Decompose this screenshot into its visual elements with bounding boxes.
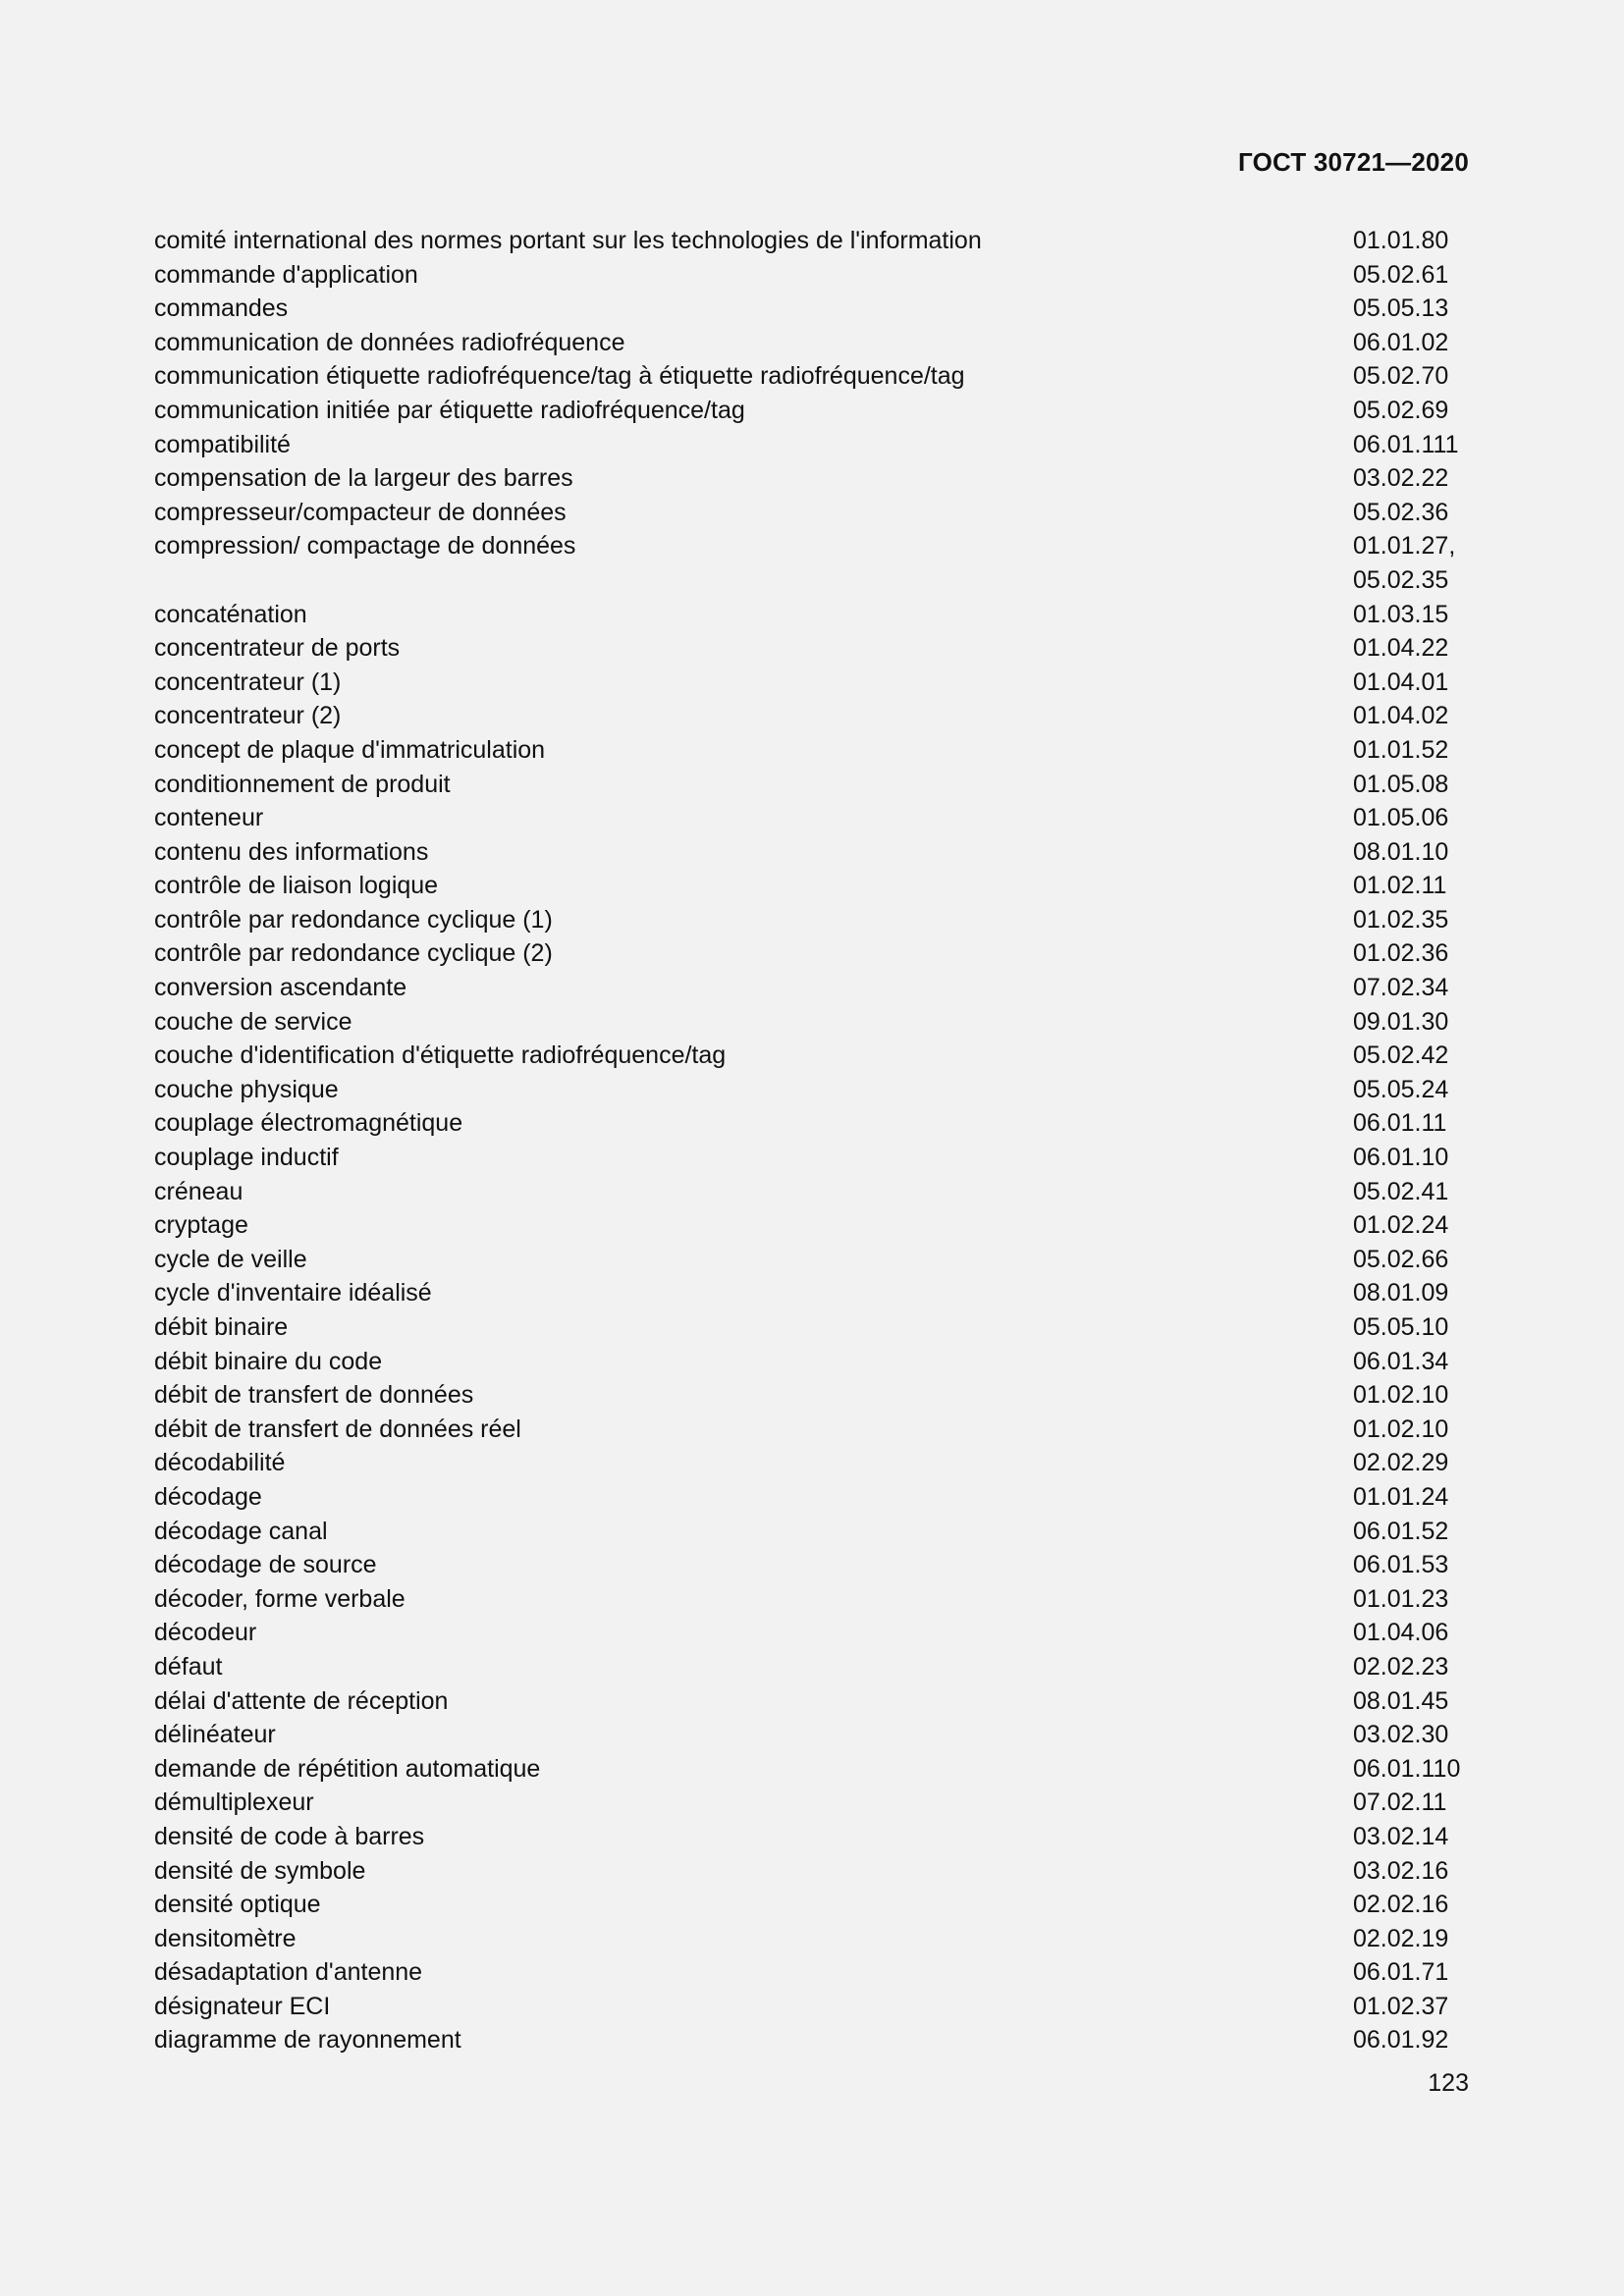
index-entry bbox=[154, 1345, 1470, 1379]
index-reference-number: 01.02.24 bbox=[1353, 1211, 1449, 1240]
index-term: débit de transfert de données réel bbox=[154, 1415, 521, 1443]
index-entry bbox=[154, 359, 1470, 394]
index-reference-number: 05.02.41 bbox=[1353, 1177, 1449, 1205]
index-term: conditionnement de produit bbox=[154, 770, 451, 798]
index-term: démultiplexeur bbox=[154, 1789, 314, 1817]
page-number: 123 bbox=[1428, 2069, 1469, 2097]
index-term: créneau bbox=[154, 1177, 244, 1205]
index-reference-number: 08.01.10 bbox=[1353, 837, 1449, 866]
index-entry bbox=[154, 224, 1470, 258]
index-reference-number: 05.02.70 bbox=[1353, 362, 1449, 391]
index-term: conversion ascendante bbox=[154, 974, 407, 1002]
index-term: couplage inductif bbox=[154, 1144, 339, 1172]
index-reference-number: 01.01.23 bbox=[1353, 1584, 1449, 1613]
index-references bbox=[1353, 1650, 1470, 1684]
index-entry bbox=[154, 903, 1470, 937]
index-entry bbox=[154, 1582, 1470, 1617]
index-entry bbox=[154, 1955, 1470, 1990]
index-references bbox=[1353, 529, 1470, 597]
index-references bbox=[1353, 1345, 1470, 1379]
index-reference-number: 05.02.69 bbox=[1353, 396, 1449, 424]
index-reference-number: 06.01.92 bbox=[1353, 2026, 1449, 2055]
index-term: cryptage bbox=[154, 1211, 248, 1240]
index-reference-number: 05.02.36 bbox=[1353, 498, 1449, 526]
index-reference-number: 07.02.11 bbox=[1353, 1789, 1447, 1817]
index-reference-number: 01.05.06 bbox=[1353, 804, 1449, 832]
index-references bbox=[1353, 835, 1470, 870]
index-reference-number: 07.02.34 bbox=[1353, 974, 1449, 1002]
index-references bbox=[1353, 733, 1470, 768]
index-term: densité de symbole bbox=[154, 1856, 366, 1885]
index-term: compensation de la largeur des barres bbox=[154, 464, 573, 493]
index-reference-number: 05.05.24 bbox=[1353, 1075, 1449, 1103]
index-reference-number: 06.01.110 bbox=[1353, 1754, 1461, 1783]
index-references bbox=[1353, 699, 1470, 733]
index-entry bbox=[154, 598, 1470, 632]
index-reference-number: 01.02.11 bbox=[1353, 872, 1447, 900]
index-entry bbox=[154, 326, 1470, 360]
index-reference-number: 01.04.01 bbox=[1353, 667, 1449, 696]
index-reference-number: 01.03.15 bbox=[1353, 600, 1449, 628]
index-entry bbox=[154, 936, 1470, 971]
index-term: commande d'application bbox=[154, 260, 418, 289]
index-reference-number: 01.01.27, bbox=[1353, 532, 1456, 561]
index-entry bbox=[154, 699, 1470, 733]
index-entry bbox=[154, 1378, 1470, 1413]
index-term: concaténation bbox=[154, 600, 307, 628]
index-entry bbox=[154, 496, 1470, 530]
index-term: cycle d'inventaire idéalisé bbox=[154, 1279, 432, 1308]
index-reference-number: 02.02.19 bbox=[1353, 1924, 1449, 1952]
index-references bbox=[1353, 1786, 1470, 1820]
index-entry bbox=[154, 461, 1470, 496]
index-term: couplage électromagnétique bbox=[154, 1109, 463, 1138]
index-entry bbox=[154, 1413, 1470, 1447]
index-reference-number: 03.02.22 bbox=[1353, 464, 1449, 493]
index-entry bbox=[154, 869, 1470, 903]
index-reference-number: 05.02.35 bbox=[1353, 565, 1449, 594]
index-term: contrôle de liaison logique bbox=[154, 872, 439, 900]
index-references bbox=[1353, 258, 1470, 293]
index-references bbox=[1353, 1243, 1470, 1277]
index-reference-number: 08.01.09 bbox=[1353, 1279, 1449, 1308]
index-references bbox=[1353, 1378, 1470, 1413]
index-term: désadaptation d'antenne bbox=[154, 1958, 423, 1987]
index-term: couche physique bbox=[154, 1075, 339, 1103]
index-entry bbox=[154, 1786, 1470, 1820]
index-term: conteneur bbox=[154, 804, 264, 832]
index-reference-number: 02.02.29 bbox=[1353, 1449, 1449, 1477]
index-entry bbox=[154, 1005, 1470, 1040]
index-entry bbox=[154, 1684, 1470, 1719]
index-reference-number: 01.02.36 bbox=[1353, 939, 1449, 968]
index-reference-number: 06.01.52 bbox=[1353, 1517, 1449, 1545]
index-term: débit binaire bbox=[154, 1313, 289, 1341]
index-reference-number: 01.04.22 bbox=[1353, 634, 1449, 663]
index-reference-number: 01.04.02 bbox=[1353, 702, 1449, 730]
index-entry bbox=[154, 1888, 1470, 1922]
index-entry bbox=[154, 801, 1470, 835]
index-reference-number: 06.01.71 bbox=[1353, 1958, 1449, 1987]
index-entry bbox=[154, 529, 1470, 597]
index-term: densitomètre bbox=[154, 1924, 297, 1952]
index-term: décodage canal bbox=[154, 1517, 328, 1545]
index-reference-number: 01.02.10 bbox=[1353, 1415, 1449, 1443]
index-reference-number: 06.01.10 bbox=[1353, 1144, 1449, 1172]
index-references bbox=[1353, 394, 1470, 428]
index-references bbox=[1353, 1616, 1470, 1650]
index-entry bbox=[154, 1141, 1470, 1175]
index-reference-number: 05.02.66 bbox=[1353, 1245, 1449, 1273]
index-term: concept de plaque d'immatriculation bbox=[154, 735, 546, 764]
index-term: désignateur ECI bbox=[154, 1992, 331, 2020]
index-entry bbox=[154, 1718, 1470, 1752]
index-references bbox=[1353, 1990, 1470, 2024]
index-term: compression/ compactage de données bbox=[154, 532, 576, 561]
index-term: diagramme de rayonnement bbox=[154, 2026, 461, 2055]
index-term: contenu des informations bbox=[154, 837, 429, 866]
index-term: débit de transfert de données bbox=[154, 1381, 474, 1410]
index-references bbox=[1353, 666, 1470, 700]
index-references bbox=[1353, 1413, 1470, 1447]
index-references bbox=[1353, 428, 1470, 462]
index-references bbox=[1353, 768, 1470, 802]
index-term: décodage bbox=[154, 1482, 262, 1511]
index-references bbox=[1353, 224, 1470, 258]
index-term: décoder, forme verbale bbox=[154, 1584, 406, 1613]
index-term: décodeur bbox=[154, 1619, 257, 1647]
index-term: défaut bbox=[154, 1652, 223, 1681]
index-references bbox=[1353, 1073, 1470, 1107]
index-entry bbox=[154, 1073, 1470, 1107]
index-reference-number: 08.01.45 bbox=[1353, 1686, 1449, 1715]
index-term: cycle de veille bbox=[154, 1245, 307, 1273]
index-references bbox=[1353, 869, 1470, 903]
index-entry bbox=[154, 292, 1470, 326]
index-term: demande de répétition automatique bbox=[154, 1754, 541, 1783]
index-entry bbox=[154, 428, 1470, 462]
index-term: communication de données radiofréquence bbox=[154, 328, 625, 356]
index-reference-number: 02.02.16 bbox=[1353, 1891, 1449, 1919]
index-references bbox=[1353, 1820, 1470, 1854]
index-references bbox=[1353, 598, 1470, 632]
index-references bbox=[1353, 801, 1470, 835]
index-reference-number: 01.05.08 bbox=[1353, 770, 1449, 798]
index-reference-number: 01.01.80 bbox=[1353, 227, 1449, 254]
index-references bbox=[1353, 496, 1470, 530]
index-entry bbox=[154, 258, 1470, 293]
index-reference-number: 05.02.61 bbox=[1353, 260, 1449, 289]
index-reference-number: 01.02.37 bbox=[1353, 1992, 1449, 2020]
term-index-list bbox=[154, 224, 1470, 2057]
document-standard-header: ГОСТ 30721—2020 bbox=[1238, 147, 1469, 177]
index-reference-number: 01.01.24 bbox=[1353, 1482, 1449, 1511]
index-term: décodabilité bbox=[154, 1449, 286, 1477]
index-references bbox=[1353, 326, 1470, 360]
index-reference-number: 06.01.34 bbox=[1353, 1347, 1449, 1375]
index-references bbox=[1353, 2023, 1470, 2057]
index-entry bbox=[154, 1650, 1470, 1684]
index-term: couche d'identification d'étiquette radiofréquence/tag bbox=[154, 1041, 727, 1070]
index-entry bbox=[154, 1243, 1470, 1277]
index-references bbox=[1353, 1446, 1470, 1480]
index-term: compresseur/compacteur de données bbox=[154, 498, 567, 526]
index-entry bbox=[154, 1208, 1470, 1243]
index-entry bbox=[154, 768, 1470, 802]
index-references bbox=[1353, 1276, 1470, 1310]
index-reference-number: 03.02.14 bbox=[1353, 1822, 1449, 1850]
index-reference-number: 01.02.35 bbox=[1353, 905, 1449, 934]
index-term: comité international des normes portant sur les technologies de l'information bbox=[154, 227, 982, 254]
index-term: délai d'attente de réception bbox=[154, 1686, 449, 1715]
index-term: couche de service bbox=[154, 1007, 352, 1036]
index-references bbox=[1353, 292, 1470, 326]
index-references bbox=[1353, 1480, 1470, 1515]
index-references bbox=[1353, 1106, 1470, 1141]
index-term: débit binaire du code bbox=[154, 1347, 383, 1375]
index-entry bbox=[154, 1310, 1470, 1345]
index-references bbox=[1353, 1175, 1470, 1209]
index-entry bbox=[154, 666, 1470, 700]
index-term: concentrateur de ports bbox=[154, 634, 401, 663]
index-references bbox=[1353, 1039, 1470, 1073]
index-term: concentrateur (1) bbox=[154, 667, 342, 696]
index-references bbox=[1353, 1854, 1470, 1889]
index-entry bbox=[154, 835, 1470, 870]
index-references bbox=[1353, 1955, 1470, 1990]
index-term: décodage de source bbox=[154, 1551, 377, 1579]
index-references bbox=[1353, 1888, 1470, 1922]
index-references bbox=[1353, 359, 1470, 394]
index-references bbox=[1353, 1515, 1470, 1549]
index-reference-number: 03.02.30 bbox=[1353, 1721, 1449, 1749]
index-reference-number: 06.01.53 bbox=[1353, 1551, 1449, 1579]
index-entry bbox=[154, 1854, 1470, 1889]
index-reference-number: 06.01.02 bbox=[1353, 328, 1449, 356]
index-reference-number: 06.01.11 bbox=[1353, 1109, 1447, 1138]
index-term: densité optique bbox=[154, 1891, 321, 1919]
index-references bbox=[1353, 1718, 1470, 1752]
index-entry bbox=[154, 1446, 1470, 1480]
index-term: délinéateur bbox=[154, 1721, 276, 1749]
index-entry bbox=[154, 1039, 1470, 1073]
index-term: contrôle par redondance cyclique (2) bbox=[154, 939, 553, 968]
index-references bbox=[1353, 1005, 1470, 1040]
index-references bbox=[1353, 1582, 1470, 1617]
index-entry bbox=[154, 1175, 1470, 1209]
index-references bbox=[1353, 1922, 1470, 1956]
index-reference-number: 05.05.10 bbox=[1353, 1313, 1449, 1341]
index-term: compatibilité bbox=[154, 430, 291, 458]
index-entry bbox=[154, 733, 1470, 768]
index-reference-number: 03.02.16 bbox=[1353, 1856, 1449, 1885]
index-term: commandes bbox=[154, 294, 289, 323]
index-entry bbox=[154, 1922, 1470, 1956]
index-reference-number: 06.01.111 bbox=[1353, 430, 1459, 458]
index-references bbox=[1353, 1548, 1470, 1582]
index-entry bbox=[154, 1990, 1470, 2024]
index-reference-number: 01.04.06 bbox=[1353, 1619, 1449, 1647]
index-term: communication étiquette radiofréquence/tag à étiquette radiofréquence/tag bbox=[154, 362, 965, 391]
index-references bbox=[1353, 631, 1470, 666]
index-references bbox=[1353, 1684, 1470, 1719]
index-entry bbox=[154, 1480, 1470, 1515]
index-reference-number: 09.01.30 bbox=[1353, 1007, 1449, 1036]
index-entry bbox=[154, 2023, 1470, 2057]
index-term: concentrateur (2) bbox=[154, 702, 342, 730]
index-term: densité de code à barres bbox=[154, 1822, 425, 1850]
index-entry bbox=[154, 1276, 1470, 1310]
index-references bbox=[1353, 1752, 1470, 1787]
index-references bbox=[1353, 461, 1470, 496]
index-entry bbox=[154, 1548, 1470, 1582]
index-entry bbox=[154, 971, 1470, 1005]
index-references bbox=[1353, 1141, 1470, 1175]
index-references bbox=[1353, 903, 1470, 937]
index-references bbox=[1353, 936, 1470, 971]
index-references bbox=[1353, 1208, 1470, 1243]
index-entry bbox=[154, 1752, 1470, 1787]
index-entry bbox=[154, 394, 1470, 428]
index-reference-number: 01.02.10 bbox=[1353, 1381, 1449, 1410]
index-term: communication initiée par étiquette radiofréquence/tag bbox=[154, 396, 745, 424]
index-reference-number: 05.02.42 bbox=[1353, 1041, 1449, 1070]
index-term: contrôle par redondance cyclique (1) bbox=[154, 905, 553, 934]
index-reference-number: 01.01.52 bbox=[1353, 735, 1449, 764]
index-entry bbox=[154, 1515, 1470, 1549]
index-references bbox=[1353, 971, 1470, 1005]
index-reference-number: 02.02.23 bbox=[1353, 1652, 1449, 1681]
index-entry bbox=[154, 1820, 1470, 1854]
index-references bbox=[1353, 1310, 1470, 1345]
index-reference-number: 05.05.13 bbox=[1353, 294, 1449, 323]
index-entry bbox=[154, 1616, 1470, 1650]
index-entry bbox=[154, 631, 1470, 666]
index-entry bbox=[154, 1106, 1470, 1141]
